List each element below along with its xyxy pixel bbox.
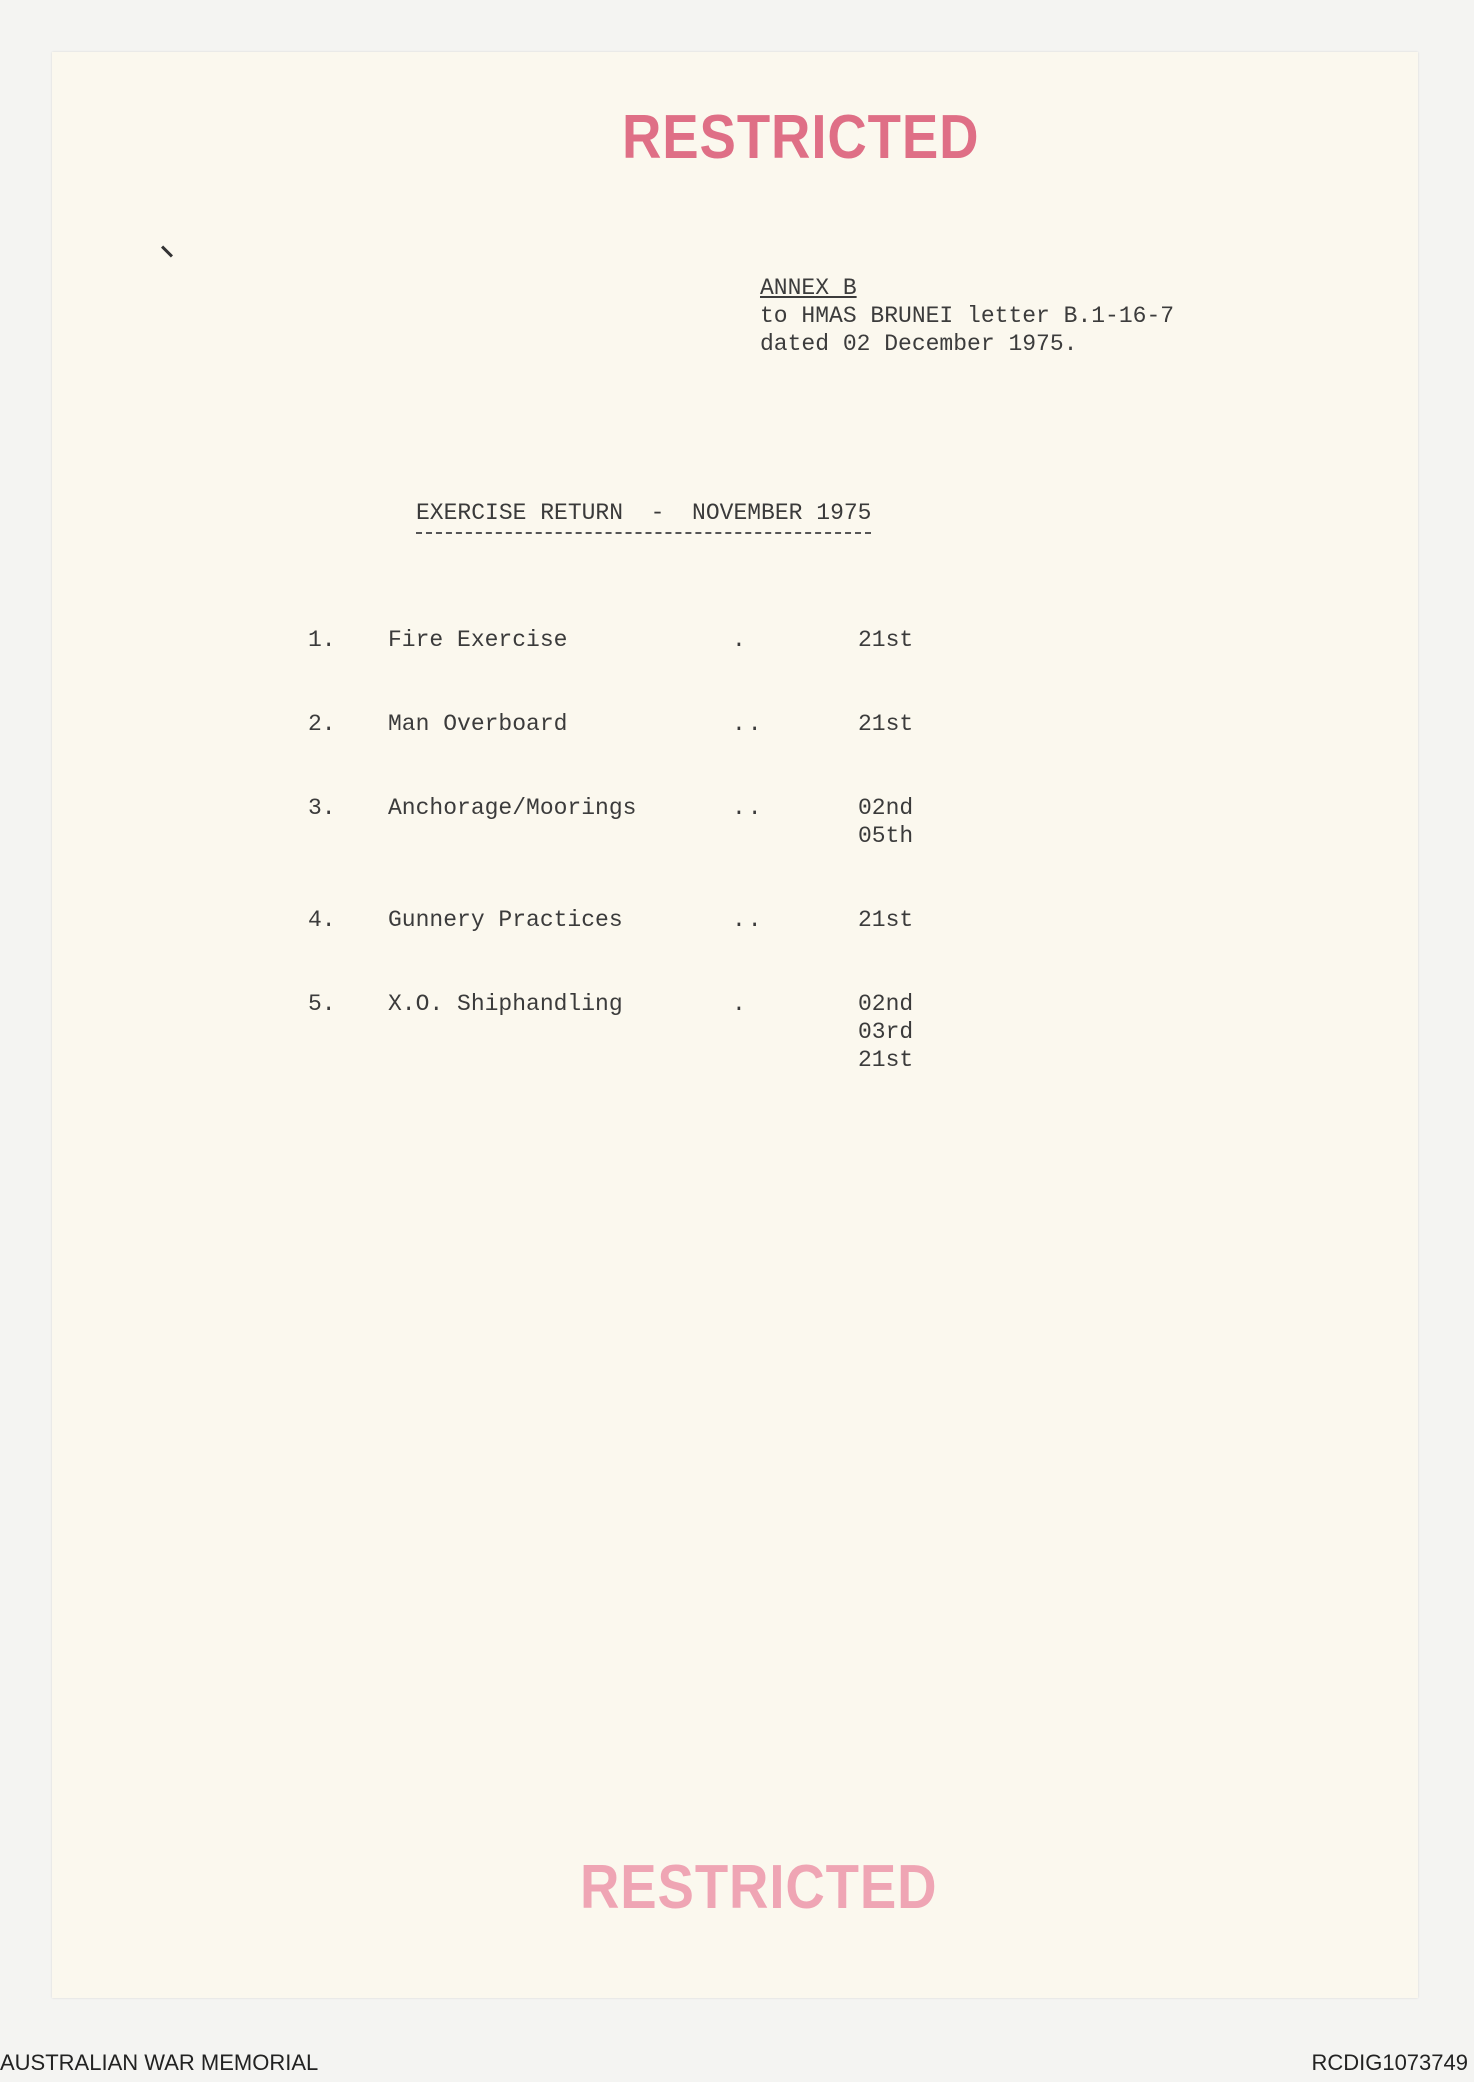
item-number: 5. (308, 991, 336, 1017)
item-label: X.O. Shiphandling (388, 991, 623, 1017)
item-label: Man Overboard (388, 711, 568, 737)
restricted-stamp-top: RESTRICTED (622, 103, 980, 172)
annex-title: ANNEX B (760, 275, 857, 301)
item-date: 21st (858, 1047, 914, 1073)
annex-date: dated 02 December 1975. (760, 331, 1078, 357)
item-dates (858, 710, 913, 738)
page-title: EXERCISE RETURN - NOVEMBER 1975 (416, 500, 871, 534)
item-dates (858, 906, 913, 934)
item-date: 02nd (858, 795, 914, 821)
item-number: 4. (308, 907, 336, 933)
ink-mark (161, 245, 173, 257)
item-date: 02nd (858, 991, 914, 1017)
item-leader-dots: .. (732, 711, 764, 737)
item-date: 21st (858, 627, 914, 653)
item-date: 03rd (858, 1019, 914, 1045)
item-label: Fire Exercise (388, 627, 568, 653)
footer-source: AUSTRALIAN WAR MEMORIAL (0, 2050, 319, 2075)
annex-letter-ref: to HMAS BRUNEI letter B.1-16-7 (760, 303, 1175, 329)
item-leader-dots: .. (732, 907, 764, 933)
item-label: Anchorage/Moorings (388, 795, 637, 821)
item-number: 2. (308, 711, 336, 737)
annex-reference (760, 274, 1174, 358)
item-number: 3. (308, 795, 336, 821)
item-dates (858, 626, 913, 654)
item-dates (858, 990, 913, 1074)
item-leader-dots: . (732, 627, 748, 653)
item-leader-dots: .. (732, 795, 764, 821)
restricted-stamp-bottom: RESTRICTED (580, 1853, 938, 1922)
document-page (52, 52, 1418, 1998)
item-label: Gunnery Practices (388, 907, 623, 933)
item-leader-dots: . (732, 991, 748, 1017)
item-date: 21st (858, 907, 914, 933)
item-dates (858, 794, 913, 850)
item-date: 05th (858, 823, 914, 849)
footer-id: RCDIG1073749 (1311, 2050, 1468, 2075)
item-number: 1. (308, 627, 336, 653)
item-date: 21st (858, 711, 914, 737)
